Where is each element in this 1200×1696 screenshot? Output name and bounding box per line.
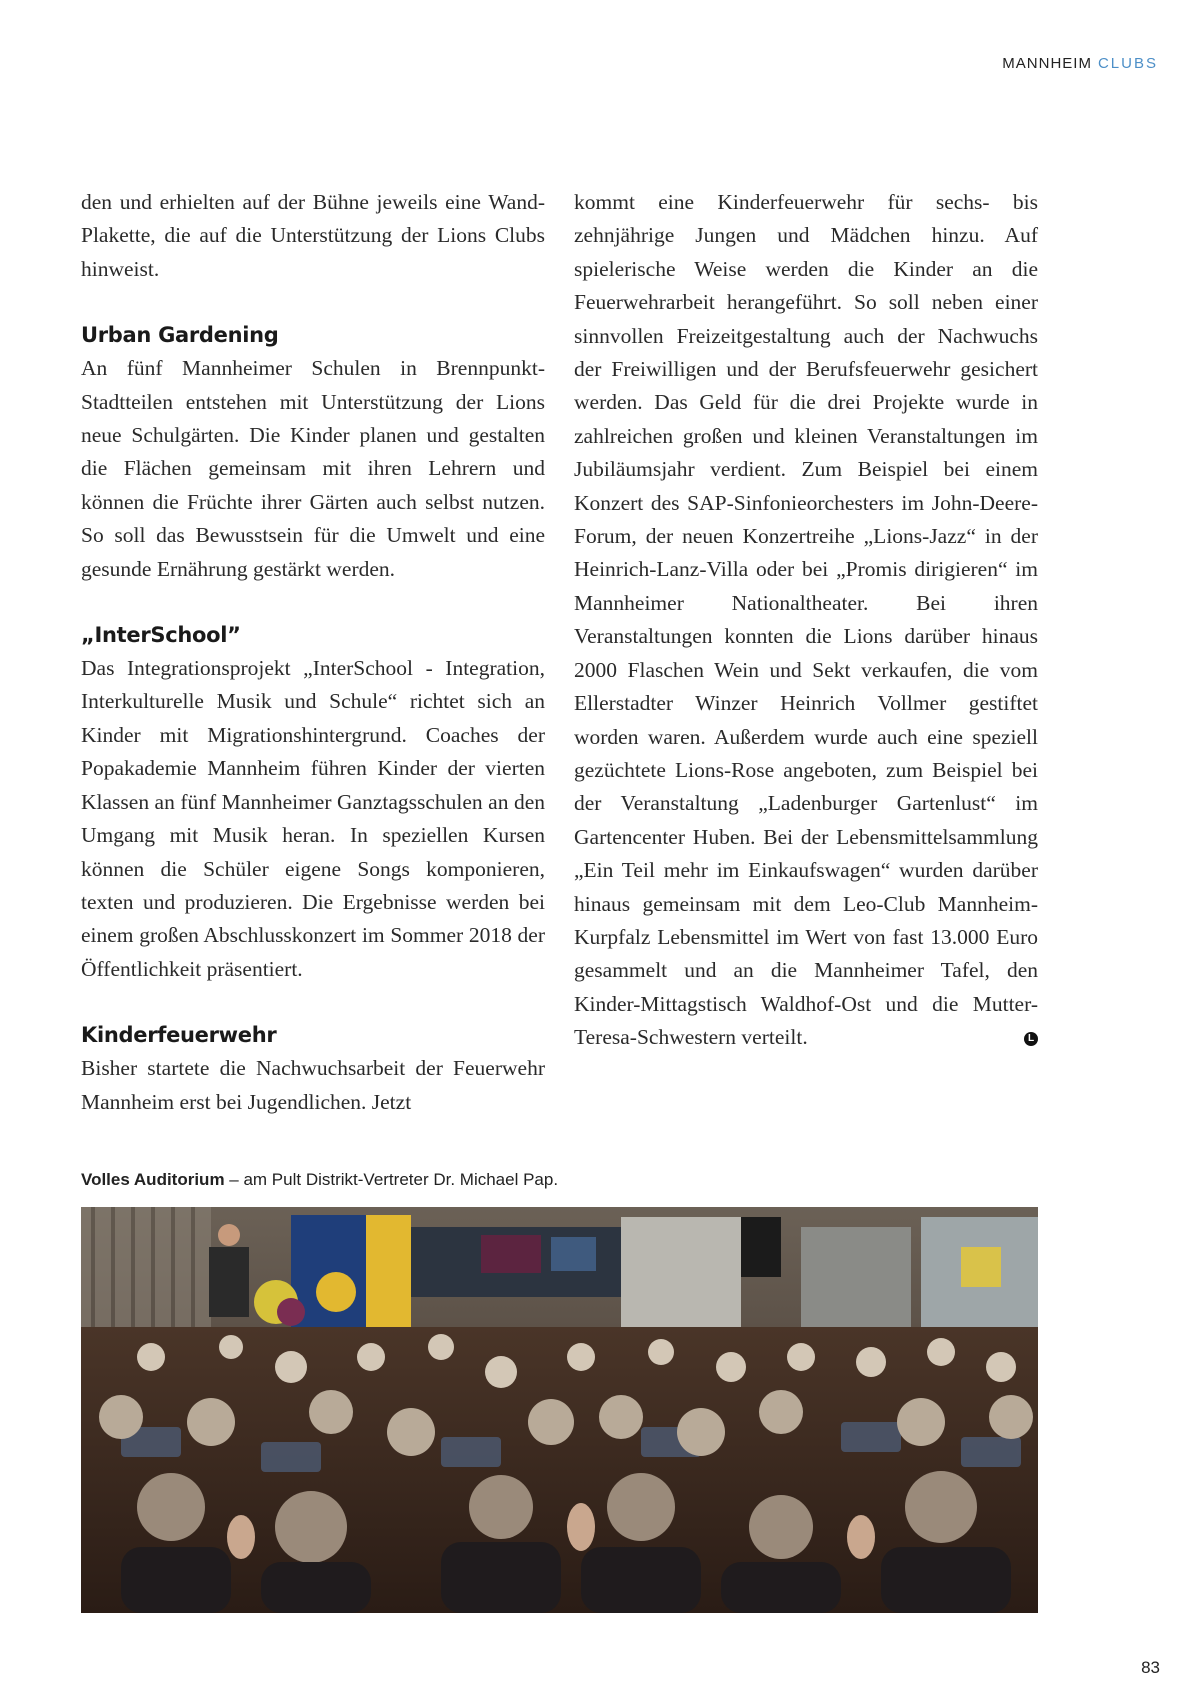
photo-caption xyxy=(81,1170,558,1190)
paragraph-urban-gardening: An fünf Mannheimer Schulen in Brennpunkt-Stadtteilen entstehen mit Unterstützung der Lions neue Schulgärten. Die Kinder planen und gestalten die Flächen gemeinsam mit ihren Lehrern und können die Früchte ihrer Gärten auch selbst nutzen. So soll das Bewusstsein für die Umwelt und eine gesunde Ernährung gestärkt werden. xyxy=(81,356,545,581)
paragraph-interschool: Das Integrationsprojekt „InterSchool - Integration, Interkulturelle Musik und Schule“ richtet sich an Kinder mit Migrationshintergrund. Coaches der Popakademie Mannheim führen Kinder der vierten Klassen an fünf Mannheimer Ganztagsschulen an den Umgang mit Musik heran. In speziellen Kursen können die Schüler eigene Songs komponieren, texten und produzieren. Die Ergebnisse werden bei einem großen Abschlusskonzert im Sommer 2018 der Öffentlichkeit präsentiert. xyxy=(81,656,545,981)
heading-kinderfeuerwehr: Kinderfeuerwehr xyxy=(81,1023,277,1048)
left-column xyxy=(81,186,545,1119)
running-header xyxy=(1002,55,1158,72)
auditorium-photo-illustration xyxy=(81,1207,1038,1613)
paragraph-continued xyxy=(574,186,1038,1055)
paragraph-kinderfeuerwehr: Bisher startete die Nachwuchsarbeit der Feuerwehr Mannheim erst bei Jugendlichen. Jetzt xyxy=(81,1056,545,1114)
intro-paragraph: den und erhielten auf der Bühne jeweils eine Wand-Plakette, die auf die Unterstützung der Lions Clubs hinweist. xyxy=(81,190,545,281)
lions-end-mark-icon: L xyxy=(1024,1032,1038,1046)
heading-interschool: „InterSchool” xyxy=(81,623,241,648)
auditorium-photo xyxy=(81,1207,1038,1613)
section-label: MANNHEIM xyxy=(1002,55,1092,72)
category-label: CLUBS xyxy=(1097,55,1158,72)
heading-urban-gardening: Urban Gardening xyxy=(81,323,279,348)
caption-text: – am Pult Distrikt-Vertreter Dr. Michael Pap. xyxy=(224,1170,559,1189)
right-column xyxy=(574,186,1038,1055)
continued-text: kommt eine Kinderfeuerwehr für sechs- bis zehnjährige Jungen und Mädchen hinzu. Auf spielerische Weise werden die Kinder an die Feuerwehrarbeit herangeführt. So soll neben einer sinnvollen Freizeitgestaltung auch der Nachwuchs der Freiwilligen und der Berufsfeuerwehr gesichert werden. Das Geld für die drei Projekte wurde in zahlreichen großen und kleinen Veranstaltungen im Jubiläumsjahr verdient. Zum Beispiel bei einem Konzert des SAP-Sinfonieorchesters im John-Deere-Forum, der neuen Konzertreihe „Lions-Jazz“ in der Heinrich-Lanz-Villa oder bei „Promis dirigieren“ im Mannheimer Nationaltheater. Bei ihren Veranstaltungen konnten die Lions darüber hinaus 2000 Flaschen Wein und Sekt verkaufen, die vom Ellerstadter Winzer Heinrich Vollmer gestiftet worden waren. Außerdem wurde auch eine speziell gezüchtete Lions-Rose angeboten, zum Beispiel bei der Veranstaltung „Ladenburger Gartenlust“ im Gartencenter Huben. Bei der Lebensmittelsammlung „Ein Teil mehr im Einkaufswagen“ wurden darüber hinaus gemeinsam mit dem Leo-Club Mannheim-Kurpfalz Lebensmittel im Wert von fast 13.000 Euro gesammelt und an die Mannheimer Tafel, den Kinder-Mittagstisch Waldhof-Ost und die Mutter-Teresa-Schwestern verteilt. xyxy=(574,190,1038,1050)
page-number: 83 xyxy=(1141,1658,1160,1677)
caption-title: Volles Auditorium xyxy=(81,1170,225,1189)
